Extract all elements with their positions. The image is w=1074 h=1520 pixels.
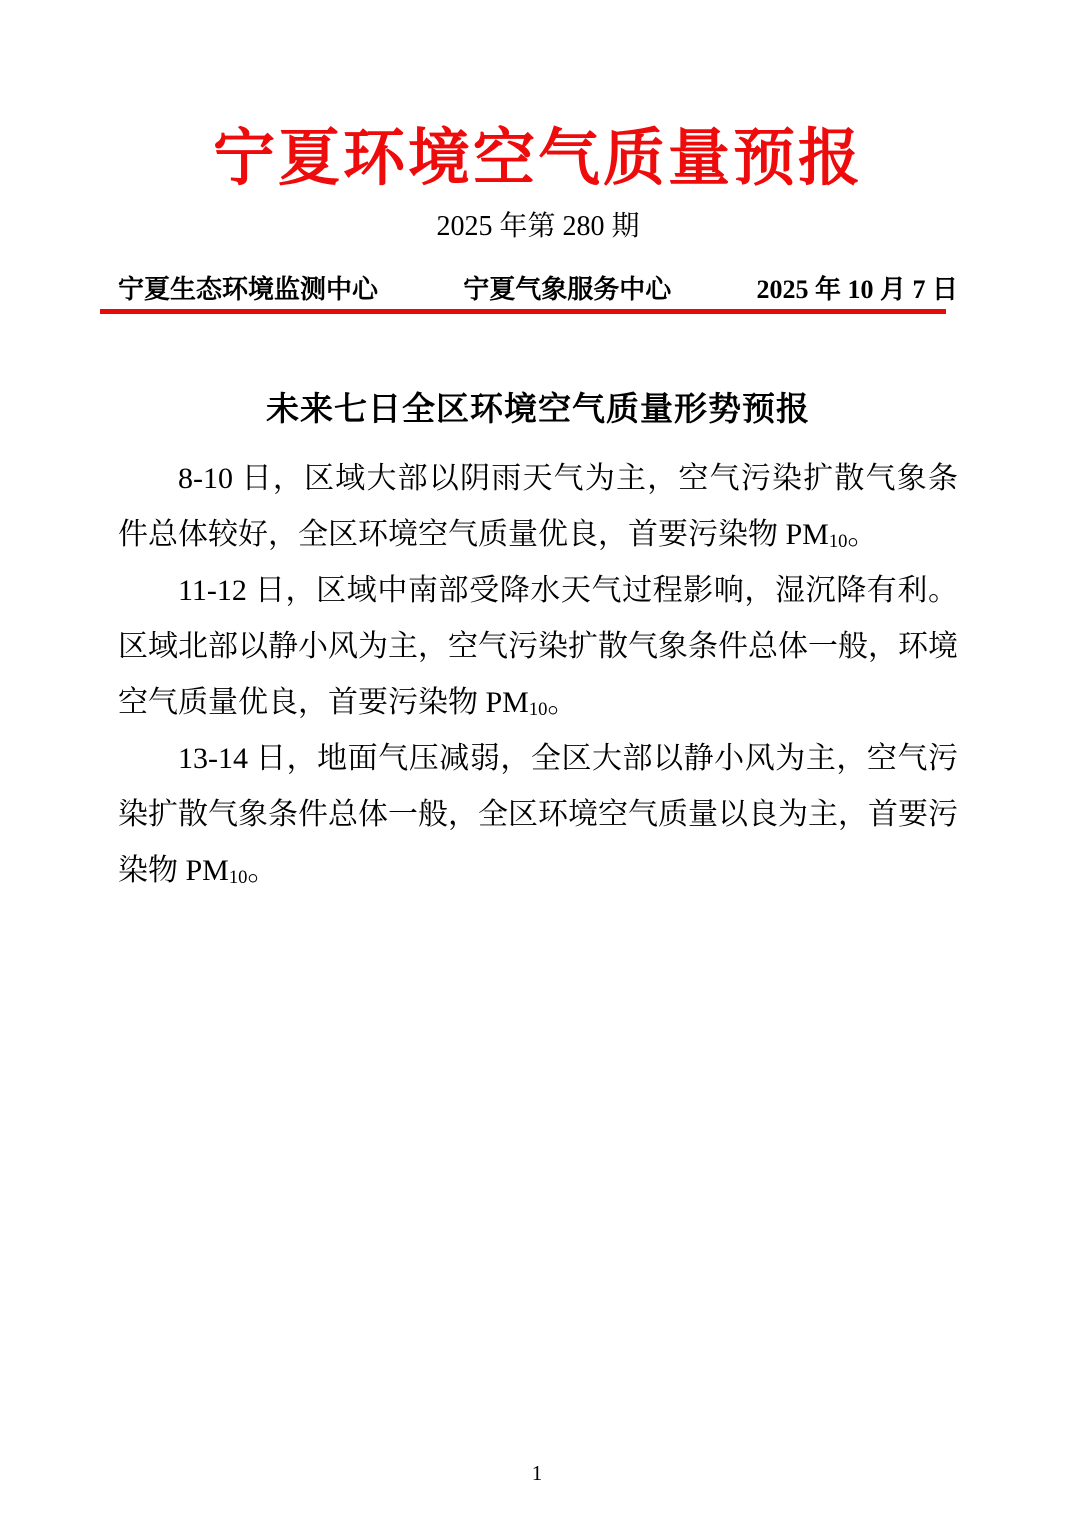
- header-orgs-row: [118, 274, 958, 306]
- paragraph-period: 。: [547, 686, 578, 720]
- page-number: 1: [531, 1461, 543, 1485]
- pm-subscript: 10: [228, 866, 248, 888]
- pm-label: PM: [785, 518, 829, 552]
- pm-label: PM: [185, 854, 229, 888]
- forecast-paragraph-3: [118, 731, 958, 899]
- paragraph-text: 11-12 日，区域中南部受降水天气过程影响，湿沉降有利。区域北部以静小风为主，空气污染扩散气象条件总体一般，环境空气质量优良，首要污染物: [118, 574, 958, 720]
- pm-subscript: 10: [828, 530, 848, 552]
- issue-number-line: 2025 年第 280 期: [436, 211, 640, 243]
- paragraph-period: 。: [247, 854, 278, 888]
- org-meteorological-center: 宁夏气象服务中心: [463, 275, 672, 305]
- paragraph-period: 。: [847, 518, 878, 552]
- header-divider-rule: [100, 309, 946, 314]
- pm-label: PM: [485, 686, 529, 720]
- paragraph-text: 13-14 日，地面气压减弱，全区大部以静小风为主，空气污染扩散气象条件总体一般，全区环境空气质量以良为主，首要污染物: [118, 742, 958, 888]
- forecast-paragraph-1: [118, 451, 958, 563]
- document-title: 宁夏环境空气质量预报: [212, 125, 863, 193]
- pm-subscript: 10: [528, 698, 548, 720]
- paragraph-text: 8-10 日，区域大部以阴雨天气为主，空气污染扩散气象条件总体较好，全区环境空气质量优良，首要污染物: [118, 462, 958, 552]
- forecast-paragraph-2: [118, 563, 958, 731]
- section-heading: 未来七日全区环境空气质量形势预报: [266, 390, 810, 428]
- publish-date: 2025 年 10 月 7 日: [756, 275, 958, 305]
- org-monitoring-center: 宁夏生态环境监测中心: [118, 275, 379, 305]
